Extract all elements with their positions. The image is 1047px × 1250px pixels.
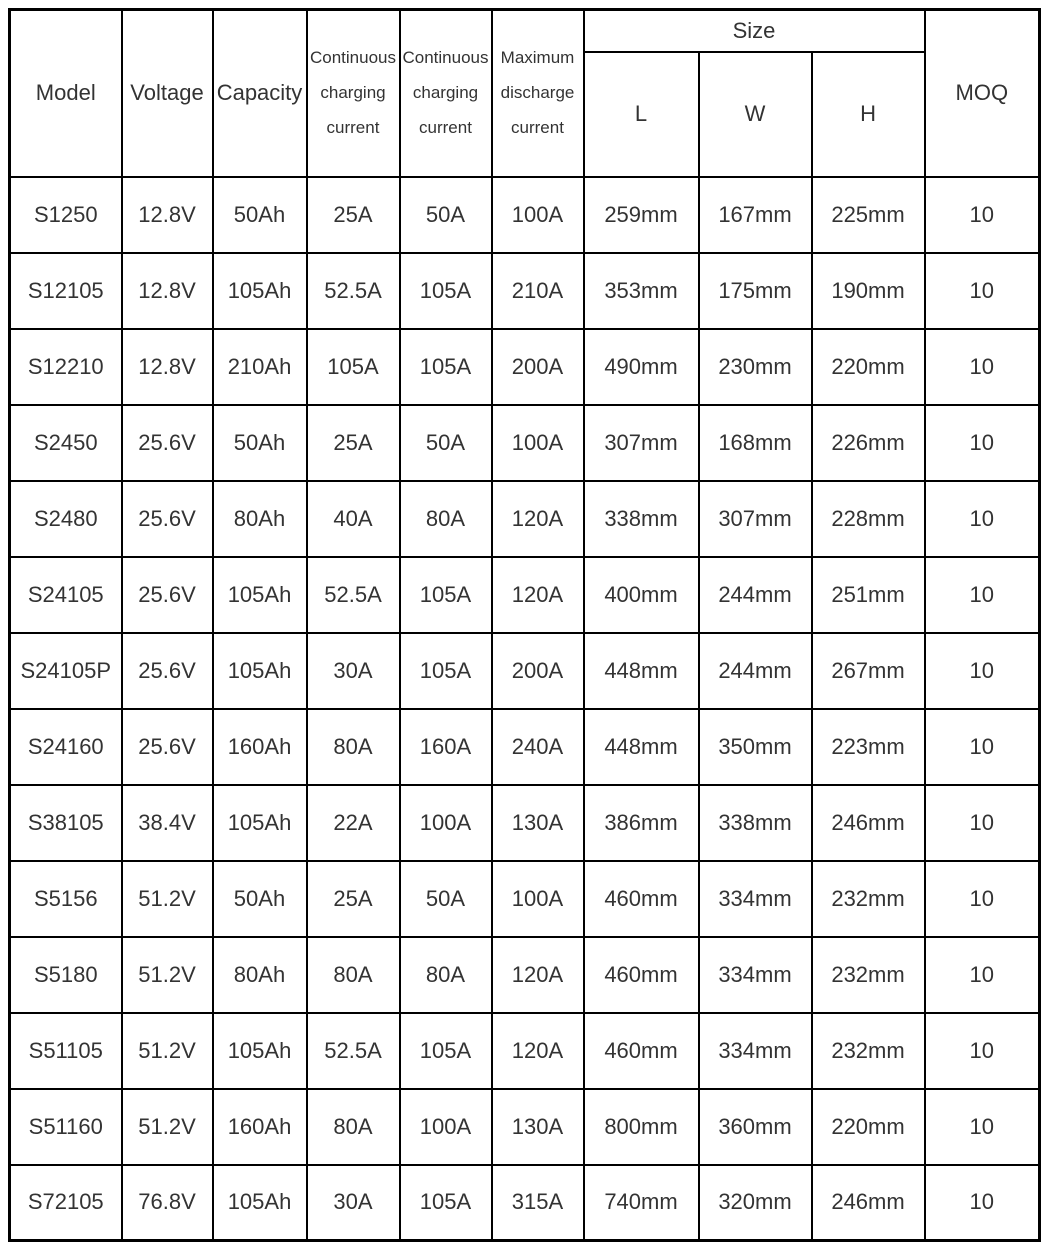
table-cell: 50Ah — [213, 861, 307, 937]
table-cell: 105A — [400, 1013, 492, 1089]
table-cell: S24105 — [10, 557, 122, 633]
table-cell: 200A — [492, 329, 584, 405]
table-cell: 25A — [307, 405, 400, 481]
table-cell: 228mm — [812, 481, 925, 557]
table-cell: 338mm — [699, 785, 812, 861]
table-row — [10, 937, 1040, 1013]
table-cell: 360mm — [699, 1089, 812, 1165]
table-cell: 220mm — [812, 1089, 925, 1165]
table-cell: 740mm — [584, 1165, 699, 1241]
table-cell: S24160 — [10, 709, 122, 785]
table-row — [10, 1165, 1040, 1241]
table-cell: 50Ah — [213, 405, 307, 481]
table-cell: 51.2V — [122, 861, 213, 937]
table-row — [10, 253, 1040, 329]
table-cell: 232mm — [812, 937, 925, 1013]
table-cell: 10 — [925, 177, 1040, 253]
table-cell: 51.2V — [122, 937, 213, 1013]
table-cell: 10 — [925, 481, 1040, 557]
table-cell: 246mm — [812, 1165, 925, 1241]
table-cell: 30A — [307, 633, 400, 709]
table-cell: 80A — [307, 1089, 400, 1165]
table-cell: S12105 — [10, 253, 122, 329]
table-cell: 12.8V — [122, 253, 213, 329]
table-cell: S2450 — [10, 405, 122, 481]
table-cell: S51160 — [10, 1089, 122, 1165]
table-cell: 50A — [400, 177, 492, 253]
table-cell: 120A — [492, 1013, 584, 1089]
table-cell: 210Ah — [213, 329, 307, 405]
table-cell: 267mm — [812, 633, 925, 709]
table-cell: 105Ah — [213, 633, 307, 709]
table-cell: 10 — [925, 937, 1040, 1013]
table-cell: S1250 — [10, 177, 122, 253]
table-cell: 50Ah — [213, 177, 307, 253]
table-cell: 105A — [400, 1165, 492, 1241]
col-header-continuous-charging-current-2: Continuous charging current — [400, 10, 492, 177]
table-cell: 25.6V — [122, 557, 213, 633]
table-cell: 80Ah — [213, 481, 307, 557]
table-cell: S2480 — [10, 481, 122, 557]
table-cell: 52.5A — [307, 557, 400, 633]
col-header-model: Model — [10, 10, 122, 177]
table-cell: 160A — [400, 709, 492, 785]
table-cell: 490mm — [584, 329, 699, 405]
table-cell: 244mm — [699, 557, 812, 633]
table-cell: 130A — [492, 1089, 584, 1165]
table-cell: 10 — [925, 1089, 1040, 1165]
table-cell: 251mm — [812, 557, 925, 633]
table-cell: 105A — [307, 329, 400, 405]
table-cell: S51105 — [10, 1013, 122, 1089]
table-cell: 168mm — [699, 405, 812, 481]
table-cell: 80Ah — [213, 937, 307, 1013]
table-cell: 800mm — [584, 1089, 699, 1165]
table-cell: 80A — [400, 937, 492, 1013]
table-cell: 232mm — [812, 1013, 925, 1089]
header-row-top — [10, 10, 1040, 52]
table-cell: 38.4V — [122, 785, 213, 861]
table-cell: 130A — [492, 785, 584, 861]
table-body — [10, 177, 1040, 1241]
table-cell: 223mm — [812, 709, 925, 785]
table-row — [10, 861, 1040, 937]
table-cell: 10 — [925, 861, 1040, 937]
table-cell: 105Ah — [213, 1013, 307, 1089]
table-cell: 210A — [492, 253, 584, 329]
table-cell: 334mm — [699, 937, 812, 1013]
table-cell: 105Ah — [213, 785, 307, 861]
table-cell: 460mm — [584, 1013, 699, 1089]
table-cell: 10 — [925, 1165, 1040, 1241]
table-row — [10, 177, 1040, 253]
table-cell: 105A — [400, 557, 492, 633]
table-cell: 51.2V — [122, 1089, 213, 1165]
table-cell: S24105P — [10, 633, 122, 709]
table-row — [10, 785, 1040, 861]
table-cell: 338mm — [584, 481, 699, 557]
col-header-maximum-discharge-current: Maximum discharge current — [492, 10, 584, 177]
table-cell: 230mm — [699, 329, 812, 405]
table-row — [10, 709, 1040, 785]
table-cell: 100A — [400, 785, 492, 861]
col-header-voltage: Voltage — [122, 10, 213, 177]
table-cell: 10 — [925, 557, 1040, 633]
table-cell: 25.6V — [122, 405, 213, 481]
table-cell: 448mm — [584, 633, 699, 709]
table-cell: 10 — [925, 253, 1040, 329]
table-cell: 460mm — [584, 937, 699, 1013]
table-cell: 105Ah — [213, 253, 307, 329]
col-header-capacity: Capacity — [213, 10, 307, 177]
table-cell: 22A — [307, 785, 400, 861]
table-cell: 40A — [307, 481, 400, 557]
col-header-moq: MOQ — [925, 10, 1040, 177]
table-cell: 334mm — [699, 1013, 812, 1089]
table-cell: 105Ah — [213, 557, 307, 633]
table-cell: 200A — [492, 633, 584, 709]
table-cell: 50A — [400, 405, 492, 481]
table-cell: 80A — [307, 709, 400, 785]
table-cell: S72105 — [10, 1165, 122, 1241]
table-row — [10, 1089, 1040, 1165]
table-cell: 120A — [492, 937, 584, 1013]
table-cell: 307mm — [699, 481, 812, 557]
table-cell: 12.8V — [122, 329, 213, 405]
table-cell: 25A — [307, 861, 400, 937]
col-header-length: L — [584, 52, 699, 177]
table-cell: 10 — [925, 709, 1040, 785]
table-cell: 80A — [307, 937, 400, 1013]
table-cell: 240A — [492, 709, 584, 785]
table-cell: 244mm — [699, 633, 812, 709]
table-cell: 460mm — [584, 861, 699, 937]
table-cell: 120A — [492, 557, 584, 633]
table-cell: 76.8V — [122, 1165, 213, 1241]
table-row — [10, 405, 1040, 481]
table-cell: 10 — [925, 405, 1040, 481]
table-cell: 160Ah — [213, 1089, 307, 1165]
table-cell: 10 — [925, 785, 1040, 861]
col-header-continuous-charging-current-1: Continuous charging current — [307, 10, 400, 177]
table-cell: 246mm — [812, 785, 925, 861]
table-row — [10, 633, 1040, 709]
table-cell: 400mm — [584, 557, 699, 633]
table-row — [10, 1013, 1040, 1089]
table-row — [10, 481, 1040, 557]
table-cell: 320mm — [699, 1165, 812, 1241]
table-cell: 30A — [307, 1165, 400, 1241]
battery-spec-table — [8, 8, 1041, 1242]
col-header-width: W — [699, 52, 812, 177]
table-cell: 25.6V — [122, 633, 213, 709]
table-cell: 80A — [400, 481, 492, 557]
table-cell: 100A — [492, 861, 584, 937]
col-header-height: H — [812, 52, 925, 177]
table-cell: 334mm — [699, 861, 812, 937]
table-cell: 10 — [925, 633, 1040, 709]
table-cell: S5156 — [10, 861, 122, 937]
table-cell: 315A — [492, 1165, 584, 1241]
table-cell: 167mm — [699, 177, 812, 253]
table-cell: 448mm — [584, 709, 699, 785]
table-cell: 232mm — [812, 861, 925, 937]
table-cell: 100A — [492, 405, 584, 481]
col-header-size-group: Size — [584, 10, 925, 52]
table-cell: 10 — [925, 1013, 1040, 1089]
table-cell: 105A — [400, 329, 492, 405]
table-cell: 105A — [400, 633, 492, 709]
table-cell: 259mm — [584, 177, 699, 253]
table-cell: 307mm — [584, 405, 699, 481]
table-cell: 220mm — [812, 329, 925, 405]
table-cell: 120A — [492, 481, 584, 557]
table-cell: 10 — [925, 329, 1040, 405]
table-cell: 100A — [400, 1089, 492, 1165]
table-cell: 50A — [400, 861, 492, 937]
table-cell: 175mm — [699, 253, 812, 329]
table-cell: S5180 — [10, 937, 122, 1013]
table-header — [10, 10, 1040, 177]
table-cell: 190mm — [812, 253, 925, 329]
table-cell: 52.5A — [307, 253, 400, 329]
table-cell: 386mm — [584, 785, 699, 861]
table-cell: 105A — [400, 253, 492, 329]
table-cell: 25.6V — [122, 481, 213, 557]
table-cell: 51.2V — [122, 1013, 213, 1089]
table-cell: 160Ah — [213, 709, 307, 785]
table-cell: S38105 — [10, 785, 122, 861]
table-row — [10, 329, 1040, 405]
table-cell: S12210 — [10, 329, 122, 405]
table-cell: 350mm — [699, 709, 812, 785]
table-row — [10, 557, 1040, 633]
table-cell: 353mm — [584, 253, 699, 329]
table-cell: 225mm — [812, 177, 925, 253]
table-cell: 226mm — [812, 405, 925, 481]
table-cell: 12.8V — [122, 177, 213, 253]
table-cell: 100A — [492, 177, 584, 253]
table-cell: 105Ah — [213, 1165, 307, 1241]
table-cell: 25.6V — [122, 709, 213, 785]
table-cell: 52.5A — [307, 1013, 400, 1089]
table-cell: 25A — [307, 177, 400, 253]
